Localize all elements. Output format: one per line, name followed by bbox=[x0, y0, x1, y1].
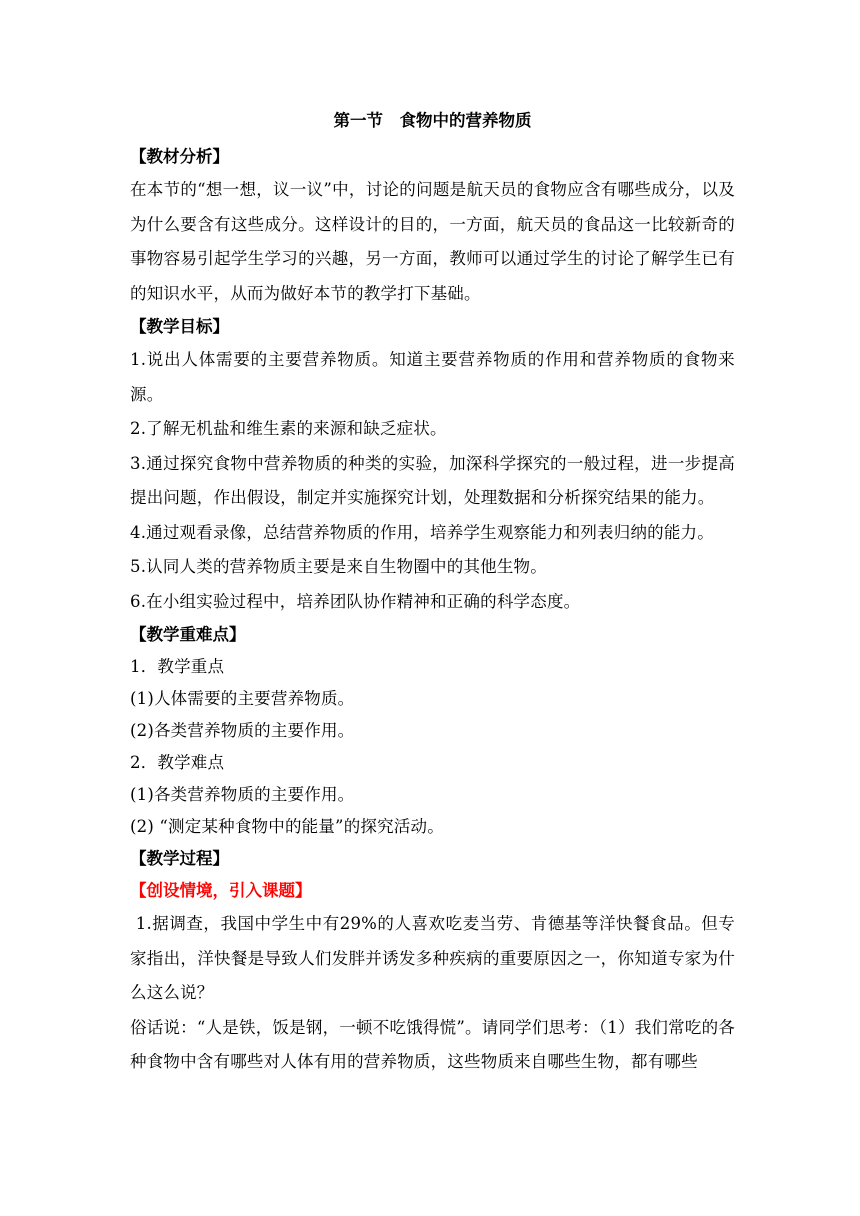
goal-item: 3.通过探究食物中营养物质的种类的实验，加深科学探究的一般过程，进一步提高提出问题，作出假设，制定并实施探究计划，处理数据和分析探究结果的能力。 bbox=[130, 453, 735, 507]
goal-item: 4.通过观看录像，总结营养物质的作用，培养学生观察能力和列表归纳的能力。 bbox=[130, 522, 714, 542]
document-content bbox=[130, 105, 735, 1080]
goals-list bbox=[130, 343, 735, 619]
keypoint-item: (1)人体需要的主要营养物质。 bbox=[130, 689, 355, 708]
section-heading-analysis: 【教材分析】 bbox=[130, 147, 229, 166]
keypoints-list bbox=[130, 651, 735, 843]
process-paragraph: 俗话说：“人是铁，饭是钢，一顿不吃饿得慌”。请同学们思考：（1）我们常吃的各种食物中含有哪些对人体有用的营养物质，这些物质来自哪些生物，都有哪些 bbox=[130, 1017, 735, 1071]
goal-item: 2.了解无机盐和维生素的来源和缺乏症状。 bbox=[130, 419, 447, 438]
keypoint-item: (1)各类营养物质的主要作用。 bbox=[130, 785, 355, 804]
goal-item: 6.在小组实验过程中，培养团队协作精神和正确的科学态度。 bbox=[130, 591, 581, 611]
section-heading-keypoints: 【教学重难点】 bbox=[130, 625, 246, 644]
keypoint-item: 2．教学难点 bbox=[130, 753, 225, 772]
keypoint-item: (2)各类营养物质的主要作用。 bbox=[130, 721, 355, 740]
analysis-paragraph: 在本节的“想一想，议一议”中，讨论的问题是航天员的食物应含有哪些成分，以及为什么要含有这些成分。这样设计的目的，一方面，航天员的食品这一比较新奇的事物容易引起学生学习的兴趣，另一方面，教师可以通过学生的讨论了解学生已有的知识水平，从而为做好本节的教学打下基础。 bbox=[130, 180, 735, 303]
process-paragraph: 1.据调查，我国中学生中有29%的人喜欢吃麦当劳、肯德基等洋快餐食品。但专家指出，洋快餐是导致人们发胖并诱发多种疾病的重要原因之一，你知道专家为什么这么说？ bbox=[130, 914, 735, 1002]
section-heading-goals: 【教学目标】 bbox=[130, 317, 229, 336]
page-title: 第一节 食物中的营养物质 bbox=[333, 111, 532, 130]
section-subheading-scenario: 【创设情境，引入课题】 bbox=[130, 881, 312, 900]
goal-item: 1.说出人体需要的主要营养物质。知道主要营养物质的作用和营养物质的食物来源。 bbox=[130, 350, 735, 404]
keypoint-item: (2) “测定某种食物中的能量”的探究活动。 bbox=[130, 817, 444, 836]
keypoint-item: 1．教学重点 bbox=[130, 657, 225, 676]
section-heading-process: 【教学过程】 bbox=[130, 849, 229, 868]
goal-item: 5.认同人类的营养物质主要是来自生物圈中的其他生物。 bbox=[130, 557, 547, 576]
